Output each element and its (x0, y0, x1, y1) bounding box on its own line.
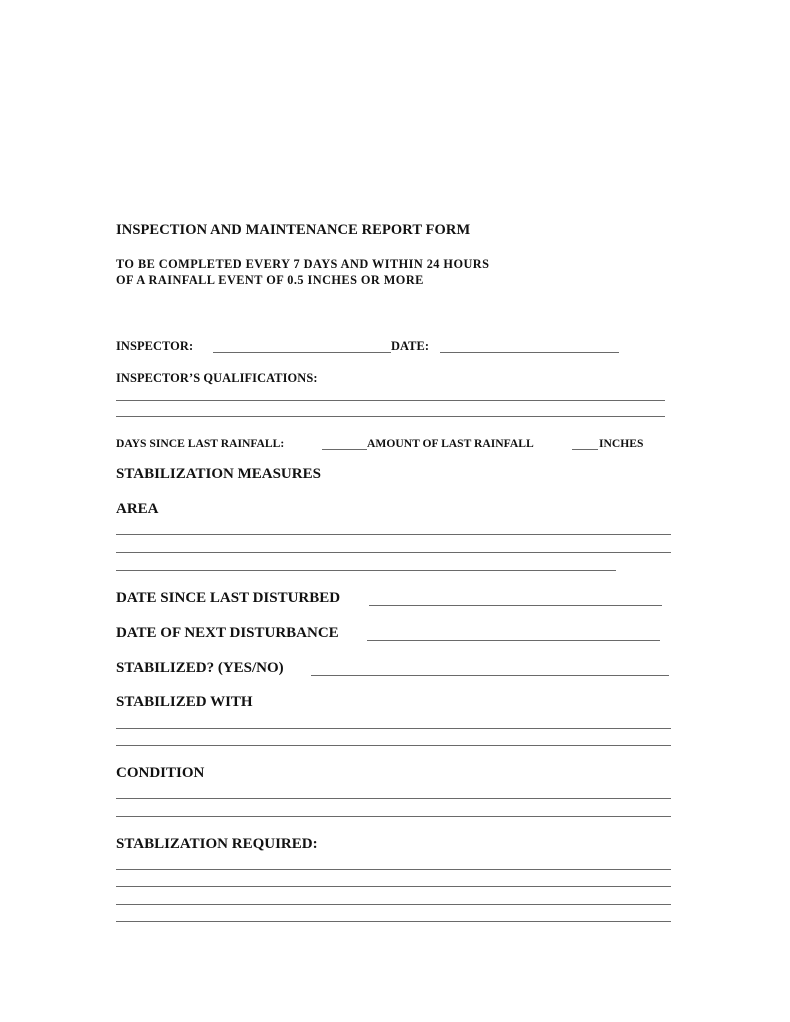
stabilization-required-label: STABLIZATION REQUIRED: (116, 836, 318, 852)
area-line-2[interactable] (116, 552, 671, 553)
date-next-disturbance-label: DATE OF NEXT DISTURBANCE (116, 625, 339, 641)
days-since-rainfall-label: DAYS SINCE LAST RAINFALL: (116, 437, 285, 450)
stabilized-with-label: STABILIZED WITH (116, 694, 253, 710)
date-next-disturbance-field[interactable] (367, 640, 660, 641)
date-last-disturbed-label: DATE SINCE LAST DISTURBED (116, 590, 341, 606)
stabilized-yes-no-label: STABILIZED? (YES/NO) (116, 660, 284, 676)
date-label: DATE: (391, 339, 430, 353)
days-since-rainfall-field[interactable] (322, 449, 367, 450)
form-title: INSPECTION AND MAINTENANCE REPORT FORM (116, 222, 471, 238)
inspector-field[interactable] (213, 352, 391, 353)
inspector-label: INSPECTOR: (116, 339, 194, 353)
area-line-3[interactable] (116, 570, 616, 571)
area-label: AREA (116, 501, 159, 517)
condition-label: CONDITION (116, 765, 205, 781)
qualifications-line-1[interactable] (116, 400, 665, 401)
amount-last-rainfall-label: AMOUNT OF LAST RAINFALL (367, 437, 534, 450)
stabilization-required-line-3[interactable] (116, 904, 671, 905)
date-field[interactable] (440, 352, 619, 353)
stabilization-required-line-1[interactable] (116, 869, 671, 870)
stabilization-section-title: STABILIZATION MEASURES (116, 466, 321, 482)
condition-line-1[interactable] (116, 798, 671, 799)
area-line-1[interactable] (116, 534, 671, 535)
stabilized-with-line-2[interactable] (116, 745, 671, 746)
stabilization-required-line-4[interactable] (116, 921, 671, 922)
condition-line-2[interactable] (116, 816, 671, 817)
date-last-disturbed-field[interactable] (369, 605, 662, 606)
form-subtitle-line1: TO BE COMPLETED EVERY 7 DAYS AND WITHIN 24 HOURS (116, 257, 490, 271)
qualifications-label: INSPECTOR’S QUALIFICATIONS: (116, 371, 318, 385)
qualifications-line-2[interactable] (116, 416, 665, 417)
stabilization-required-line-2[interactable] (116, 886, 671, 887)
amount-last-rainfall-field[interactable] (572, 449, 598, 450)
stabilized-yes-no-field[interactable] (311, 675, 669, 676)
inches-label: INCHES (599, 437, 644, 450)
stabilized-with-line-1[interactable] (116, 728, 671, 729)
form-subtitle-line2: OF A RAINFALL EVENT OF 0.5 INCHES OR MORE (116, 273, 424, 287)
